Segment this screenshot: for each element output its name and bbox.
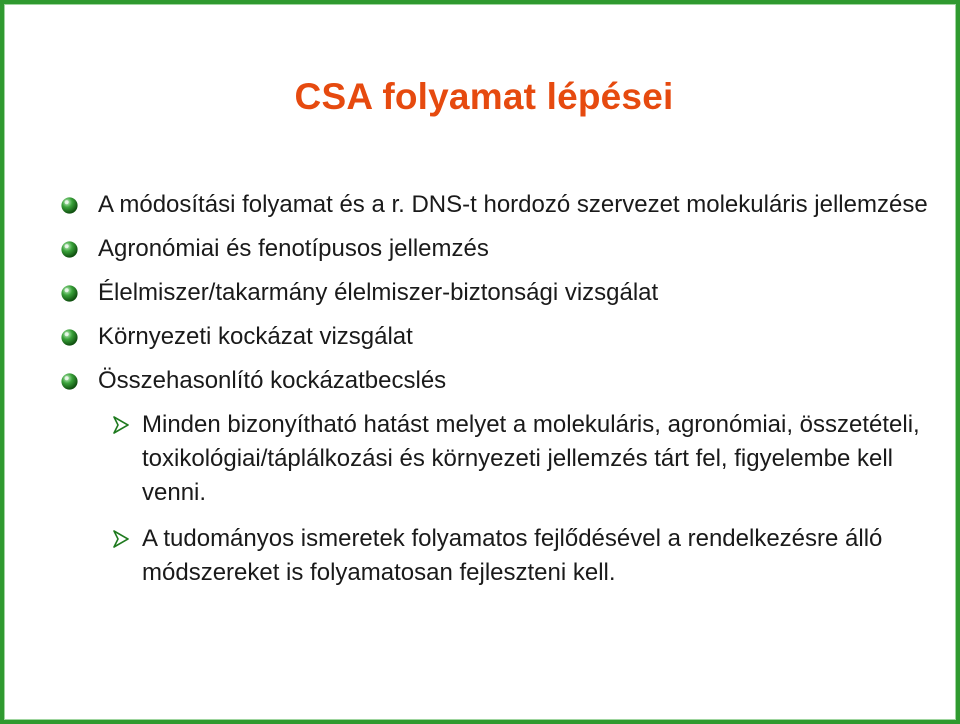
bullet-list [60, 188, 940, 602]
sub-bullet-item [112, 408, 940, 510]
bullet-text: Agronómiai és fenotípusos jellemzés [98, 235, 489, 262]
slide-title: CSA folyamat lépései [294, 76, 674, 117]
sub-bullet-text: A tudományos ismeretek folyamatos fejlődésével a rendelkezésre álló módszereket is folyamatosan fejleszteni kell. [142, 525, 883, 586]
bullet-item [60, 232, 940, 266]
sub-bullet-item [112, 522, 940, 590]
bullet-item [60, 320, 940, 354]
ball-bullet-icon [60, 328, 79, 347]
sub-bullet-text: Minden bizonyítható hatást melyet a molekuláris, agronómiai, összetételi, toxikológiai/táplálkozási és környezeti jellemzés tárt fel, figyelembe kell venni. [142, 411, 920, 506]
bullet-item [60, 276, 940, 310]
ball-bullet-icon [60, 240, 79, 259]
ball-bullet-icon [60, 196, 79, 215]
bullet-text: Élelmiszer/takarmány élelmiszer-biztonsági vizsgálat [98, 279, 659, 306]
bullet-text: Környezeti kockázat vizsgálat [98, 323, 413, 350]
arrowhead-icon [112, 529, 130, 549]
ball-bullet-icon [60, 284, 79, 303]
bullet-item [60, 188, 940, 222]
bullet-text: A módosítási folyamat és a r. DNS-t hordozó szervezet molekuláris jellemzése [98, 191, 928, 218]
bullet-text: Összehasonlító kockázatbecslés [98, 367, 447, 394]
bullet-item [60, 364, 940, 398]
ball-bullet-icon [60, 372, 79, 391]
arrowhead-icon [112, 415, 130, 435]
